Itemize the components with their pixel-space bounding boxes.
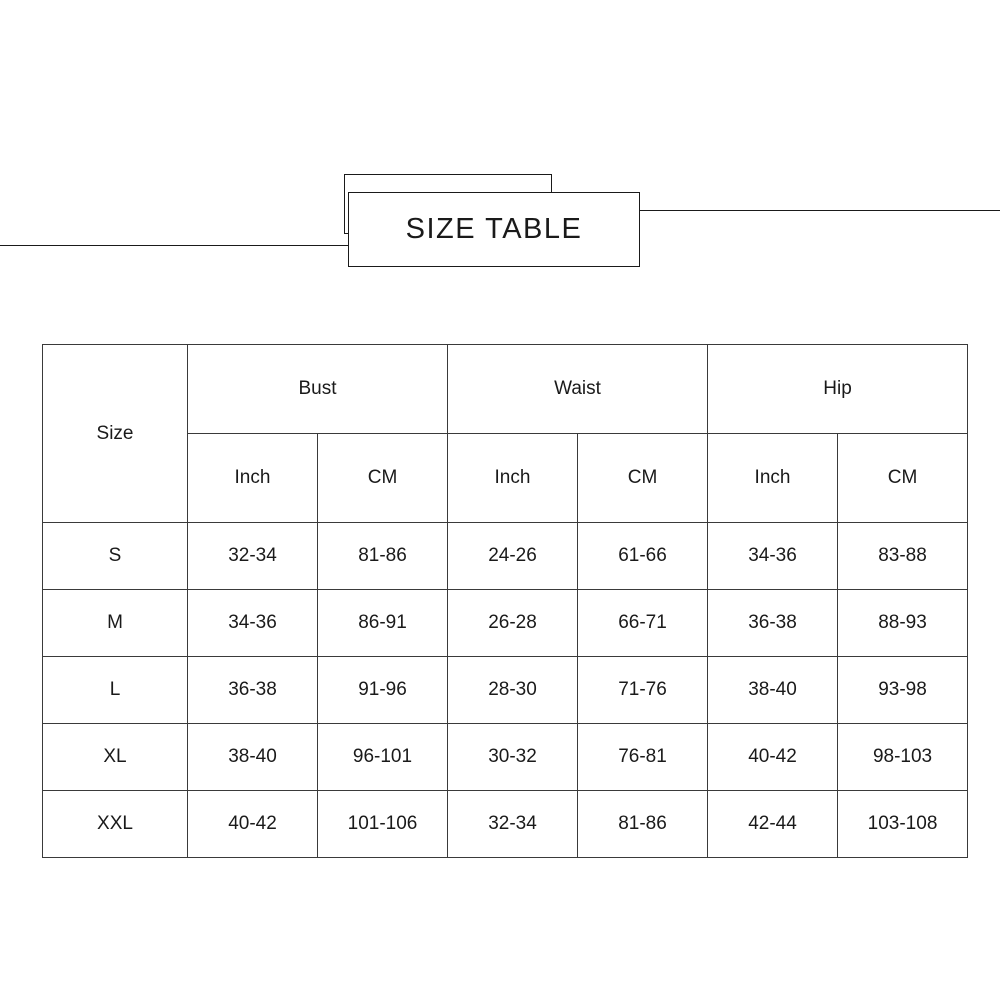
header-unit-waist-cm: CM bbox=[578, 434, 708, 523]
table-row bbox=[43, 724, 968, 791]
cell-waist-cm: 66-71 bbox=[578, 590, 708, 657]
table-header bbox=[43, 345, 968, 523]
size-table-container bbox=[42, 344, 967, 858]
row-size-label: M bbox=[43, 590, 188, 657]
header-size: Size bbox=[43, 345, 188, 523]
cell-bust-cm: 101-106 bbox=[318, 791, 448, 858]
cell-hip-cm: 83-88 bbox=[838, 523, 968, 590]
cell-bust-cm: 91-96 bbox=[318, 657, 448, 724]
header-unit-bust-inch: Inch bbox=[188, 434, 318, 523]
table-header-row-groups bbox=[43, 345, 968, 434]
page-title: SIZE TABLE bbox=[405, 213, 583, 245]
cell-waist-inch: 30-32 bbox=[448, 724, 578, 791]
cell-waist-cm: 81-86 bbox=[578, 791, 708, 858]
table-row bbox=[43, 657, 968, 724]
table-row bbox=[43, 791, 968, 858]
row-size-label: L bbox=[43, 657, 188, 724]
table-row bbox=[43, 523, 968, 590]
header-group-hip: Hip bbox=[708, 345, 968, 434]
cell-waist-inch: 28-30 bbox=[448, 657, 578, 724]
title-box-outline-front bbox=[348, 192, 640, 267]
cell-hip-inch: 36-38 bbox=[708, 590, 838, 657]
cell-hip-inch: 34-36 bbox=[708, 523, 838, 590]
cell-hip-cm: 103-108 bbox=[838, 791, 968, 858]
header-unit-bust-cm: CM bbox=[318, 434, 448, 523]
cell-bust-inch: 40-42 bbox=[188, 791, 318, 858]
header-unit-waist-inch: Inch bbox=[448, 434, 578, 523]
header-group-waist: Waist bbox=[448, 345, 708, 434]
table-body bbox=[43, 523, 968, 858]
row-size-label: XXL bbox=[43, 791, 188, 858]
title-rule-left bbox=[0, 245, 360, 246]
row-size-label: S bbox=[43, 523, 188, 590]
cell-hip-inch: 40-42 bbox=[708, 724, 838, 791]
cell-hip-cm: 88-93 bbox=[838, 590, 968, 657]
row-size-label: XL bbox=[43, 724, 188, 791]
cell-waist-inch: 26-28 bbox=[448, 590, 578, 657]
header-unit-hip-cm: CM bbox=[838, 434, 968, 523]
cell-hip-cm: 98-103 bbox=[838, 724, 968, 791]
cell-bust-cm: 81-86 bbox=[318, 523, 448, 590]
cell-hip-inch: 42-44 bbox=[708, 791, 838, 858]
cell-bust-cm: 86-91 bbox=[318, 590, 448, 657]
cell-bust-inch: 32-34 bbox=[188, 523, 318, 590]
cell-waist-cm: 61-66 bbox=[578, 523, 708, 590]
cell-bust-inch: 34-36 bbox=[188, 590, 318, 657]
cell-waist-inch: 24-26 bbox=[448, 523, 578, 590]
cell-waist-cm: 76-81 bbox=[578, 724, 708, 791]
cell-bust-inch: 36-38 bbox=[188, 657, 318, 724]
cell-waist-inch: 32-34 bbox=[448, 791, 578, 858]
header-unit-hip-inch: Inch bbox=[708, 434, 838, 523]
title-rule-right bbox=[630, 210, 1000, 211]
title-banner bbox=[0, 160, 1000, 280]
cell-waist-cm: 71-76 bbox=[578, 657, 708, 724]
cell-hip-cm: 93-98 bbox=[838, 657, 968, 724]
table-row bbox=[43, 590, 968, 657]
header-group-bust: Bust bbox=[188, 345, 448, 434]
cell-hip-inch: 38-40 bbox=[708, 657, 838, 724]
size-table bbox=[42, 344, 968, 858]
cell-bust-cm: 96-101 bbox=[318, 724, 448, 791]
cell-bust-inch: 38-40 bbox=[188, 724, 318, 791]
